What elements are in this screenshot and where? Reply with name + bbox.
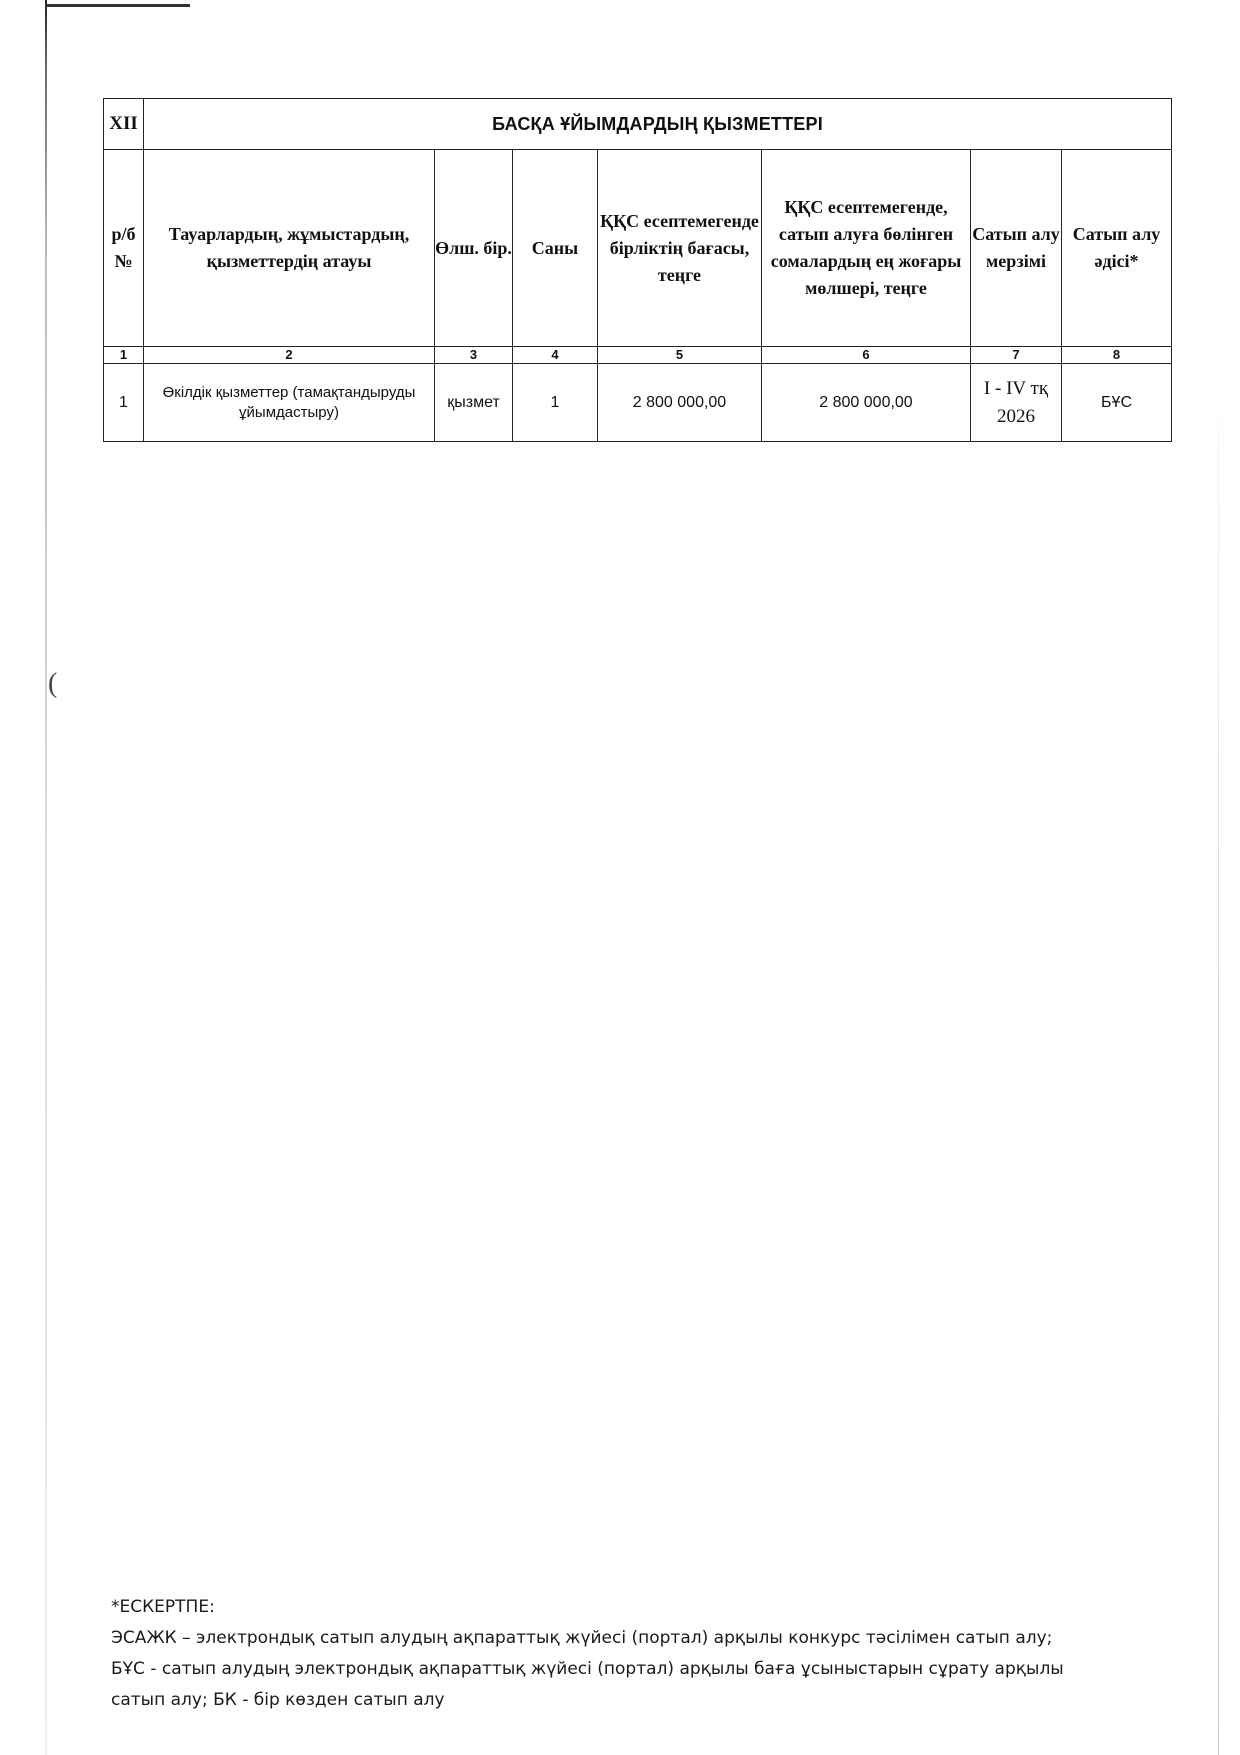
header-num: р/б № <box>104 150 144 347</box>
header-price: ҚҚС есептемегенде бірліктің бағасы, теңге <box>598 150 762 347</box>
section-row <box>104 99 1172 150</box>
row-period: I - IV тқ 2026 <box>971 364 1062 442</box>
column-number: 5 <box>598 347 762 364</box>
row-name: Өкілдік қызметтер (тамақтандыруды ұйымдастыру) <box>144 364 435 442</box>
header-unit: Өлш. бір. <box>435 150 513 347</box>
header-max-sum: ҚҚС есептемегенде, сатып алуға бөлінген сомалардың ең жоғары мөлшері, теңге <box>762 150 971 347</box>
header-period: Сатып алу мерзімі <box>971 150 1062 347</box>
column-number: 2 <box>144 347 435 364</box>
scan-right-edge <box>1218 300 1219 1755</box>
procurement-table <box>103 98 1172 442</box>
footnote-line-2: БҰС - сатып алудың электрондық ақпараттық жүйесі (портал) арқылы баға ұсыныстарын сұрату арқылы сатып алу; БК - бір көзден сатып алу <box>111 1659 1064 1710</box>
row-unit: қызмет <box>435 364 513 442</box>
column-number: 4 <box>513 347 598 364</box>
footnote <box>111 1592 1121 1716</box>
scan-top-edge <box>45 4 190 7</box>
column-number: 7 <box>971 347 1062 364</box>
header-name: Тауарлардың, жұмыстардың, қызметтердің атауы <box>144 150 435 347</box>
scan-mark: ( <box>48 668 58 699</box>
row-price: 2 800 000,00 <box>598 364 762 442</box>
row-max-sum: 2 800 000,00 <box>762 364 971 442</box>
row-qty: 1 <box>513 364 598 442</box>
section-title: БАСҚА ҰЙЫМДАРДЫҢ ҚЫЗМЕТТЕРІ <box>144 99 1172 150</box>
section-number: XII <box>104 99 144 150</box>
column-number: 1 <box>104 347 144 364</box>
header-row <box>104 150 1172 347</box>
footnote-line-1: ЭСАЖК – электрондық сатып алудың ақпараттық жүйесі (портал) арқылы конкурс тәсілімен сатып алу; <box>111 1628 1053 1648</box>
column-number: 8 <box>1062 347 1172 364</box>
header-method: Сатып алу әдісі* <box>1062 150 1172 347</box>
column-number: 6 <box>762 347 971 364</box>
scan-left-edge <box>45 0 47 1755</box>
table-row <box>104 364 1172 442</box>
header-qty: Саны <box>513 150 598 347</box>
footnote-title: *ЕСКЕРТПЕ: <box>111 1597 215 1617</box>
row-num: 1 <box>104 364 144 442</box>
column-number-row <box>104 347 1172 364</box>
row-method: БҰС <box>1062 364 1172 442</box>
column-number: 3 <box>435 347 513 364</box>
